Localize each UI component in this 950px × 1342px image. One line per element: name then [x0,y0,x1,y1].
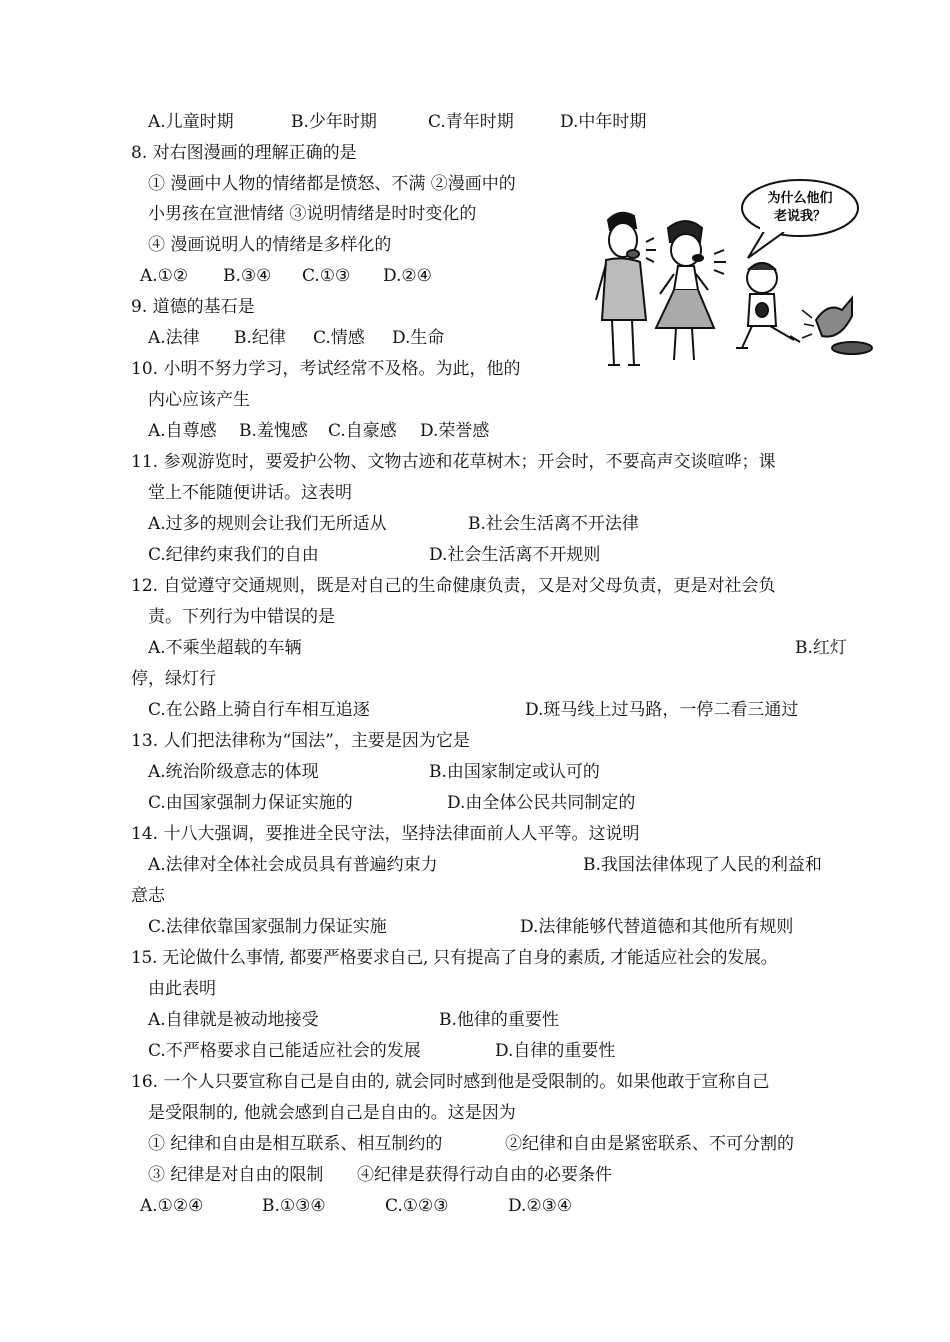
q13-option-c: C.由国家强制力保证实施的 [148,793,353,813]
q7-option-a: A.儿童时期 [148,112,234,132]
q15-option-b: B.他律的重要性 [439,1010,559,1030]
q10-stem-line2: 内心应该产生 [148,390,250,410]
q9-option-d: D.生命 [392,328,445,348]
woman-figure [656,221,714,360]
q16-statement-2: ②纪律和自由是紧密联系、不可分割的 [505,1134,794,1154]
q11-option-c: C.纪律约束我们的自由 [148,545,319,565]
q14-stem: 14. 十八大强调，要推进全民守法，坚持法律面前人人平等。这说明 [131,824,640,844]
q11-option-b: B.社会生活离不开法律 [468,514,639,534]
q10-option-c: C.自豪感 [328,421,397,441]
q12-stem-line2: 责。下列行为中错误的是 [148,607,335,627]
comic-illustration [590,170,875,370]
q11-stem-line2: 堂上不能随便讲话。这表明 [148,483,352,503]
q14-option-d: D.法律能够代替道德和其他所有规则 [520,917,794,937]
q8-option-c: C.①③ [302,266,351,286]
q10-option-d: D.荣誉感 [420,421,490,441]
q15-option-a: A.自律就是被动地接受 [148,1010,319,1030]
q10-option-b: B.羞愧感 [239,421,308,441]
q8-line-3: ④ 漫画说明人的情绪是多样化的 [148,235,392,255]
q15-option-d: D.自律的重要性 [495,1041,616,1061]
q9-option-c: C.情感 [313,328,365,348]
bubble-text-line2: 老说我？ [773,209,827,224]
q11-stem-line1: 11. 参观游览时，要爱护公物、文物古迹和花草树木；开会时，不要高声交谈喧哗；课 [131,452,776,472]
q16-option-a: A.①②④ [140,1196,204,1216]
q13-option-d: D.由全体公民共同制定的 [447,793,636,813]
q12-option-a: A.不乘坐超载的车辆 [148,638,302,658]
q8-option-b: B.③④ [223,266,272,286]
q9-stem: 9. 道德的基石是 [131,297,255,317]
q11-option-a: A.过多的规则会让我们无所适从 [148,514,387,534]
q7-option-c: C.青年时期 [428,112,514,132]
boy-figure [736,263,800,348]
q12-stem-line1: 12. 自觉遵守交通规则，既是对自己的生命健康负责，又是对父母负责，更是对社会负 [131,576,776,596]
q13-option-a: A.统治阶级意志的体现 [148,762,319,782]
q15-stem-line1: 15. 无论做什么事情, 都要严格要求自己, 只有提高了自身的素质, 才能适应社会的发展。 [131,948,778,968]
q16-statement-3: ③ 纪律是对自由的限制 [148,1165,324,1185]
shout-lines [714,250,726,274]
q16-option-c: C.①②③ [385,1196,449,1216]
q10-option-a: A.自尊感 [148,421,217,441]
q7-option-b: B.少年时期 [291,112,377,132]
q7-option-d: D.中年时期 [560,112,647,132]
bubble-text-line1: 为什么他们 [767,191,833,206]
q12-option-b-continued: 停，绿灯行 [131,669,216,689]
q16-stem-line2: 是受限制的, 他就会感到自己是自由的。这是因为 [148,1103,516,1123]
q9-option-a: A.法律 [148,328,200,348]
q14-option-b: B.我国法律体现了人民的利益和 [583,855,822,875]
q16-stem-line1: 16. 一个人只要宣称自己是自由的, 就会同时感到他是受限制的。如果他敢于宣称自己 [131,1072,770,1092]
dog-figure [802,298,872,354]
q10-stem-line1: 10. 小明不努力学习，考试经常不及格。为此，他的 [131,359,521,379]
q16-statement-1: ① 纪律和自由是相互联系、相互制约的 [148,1134,443,1154]
q12-option-d: D.斑马线上过马路，一停二看三通过 [525,700,799,720]
q8-option-a: A.①② [140,266,189,286]
speech-bubble [742,180,858,258]
q15-stem-line2: 由此表明 [148,979,216,999]
q8-line-2: 小男孩在宣泄情绪 ③说明情绪是时时变化的 [148,204,477,224]
q11-option-d: D.社会生活离不开规则 [429,545,601,565]
q13-stem: 13. 人们把法律称为“国法”，主要是因为它是 [131,731,470,751]
q14-option-a: A.法律对全体社会成员具有普遍约束力 [148,855,438,875]
q16-option-b: B.①③④ [262,1196,326,1216]
q14-option-b-continued: 意志 [131,886,165,906]
q15-option-c: C.不严格要求自己能适应社会的发展 [148,1041,421,1061]
q8-stem: 8. 对右图漫画的理解正确的是 [131,143,357,163]
q16-option-d: D.②③④ [508,1196,573,1216]
q8-line-1: ① 漫画中人物的情绪都是愤怒、不满 ②漫画中的 [148,174,516,194]
q12-option-b: B.红灯 [795,638,847,658]
q14-option-c: C.法律依靠国家强制力保证实施 [148,917,387,937]
q16-statement-4: ④纪律是获得行动自由的必要条件 [357,1165,612,1185]
man-figure [596,213,646,365]
q13-option-b: B.由国家制定或认可的 [429,762,600,782]
angry-lines [646,238,656,262]
q9-option-b: B.纪律 [234,328,286,348]
q12-option-c: C.在公路上骑自行车相互追逐 [148,700,370,720]
q8-option-d: D.②④ [383,266,432,286]
